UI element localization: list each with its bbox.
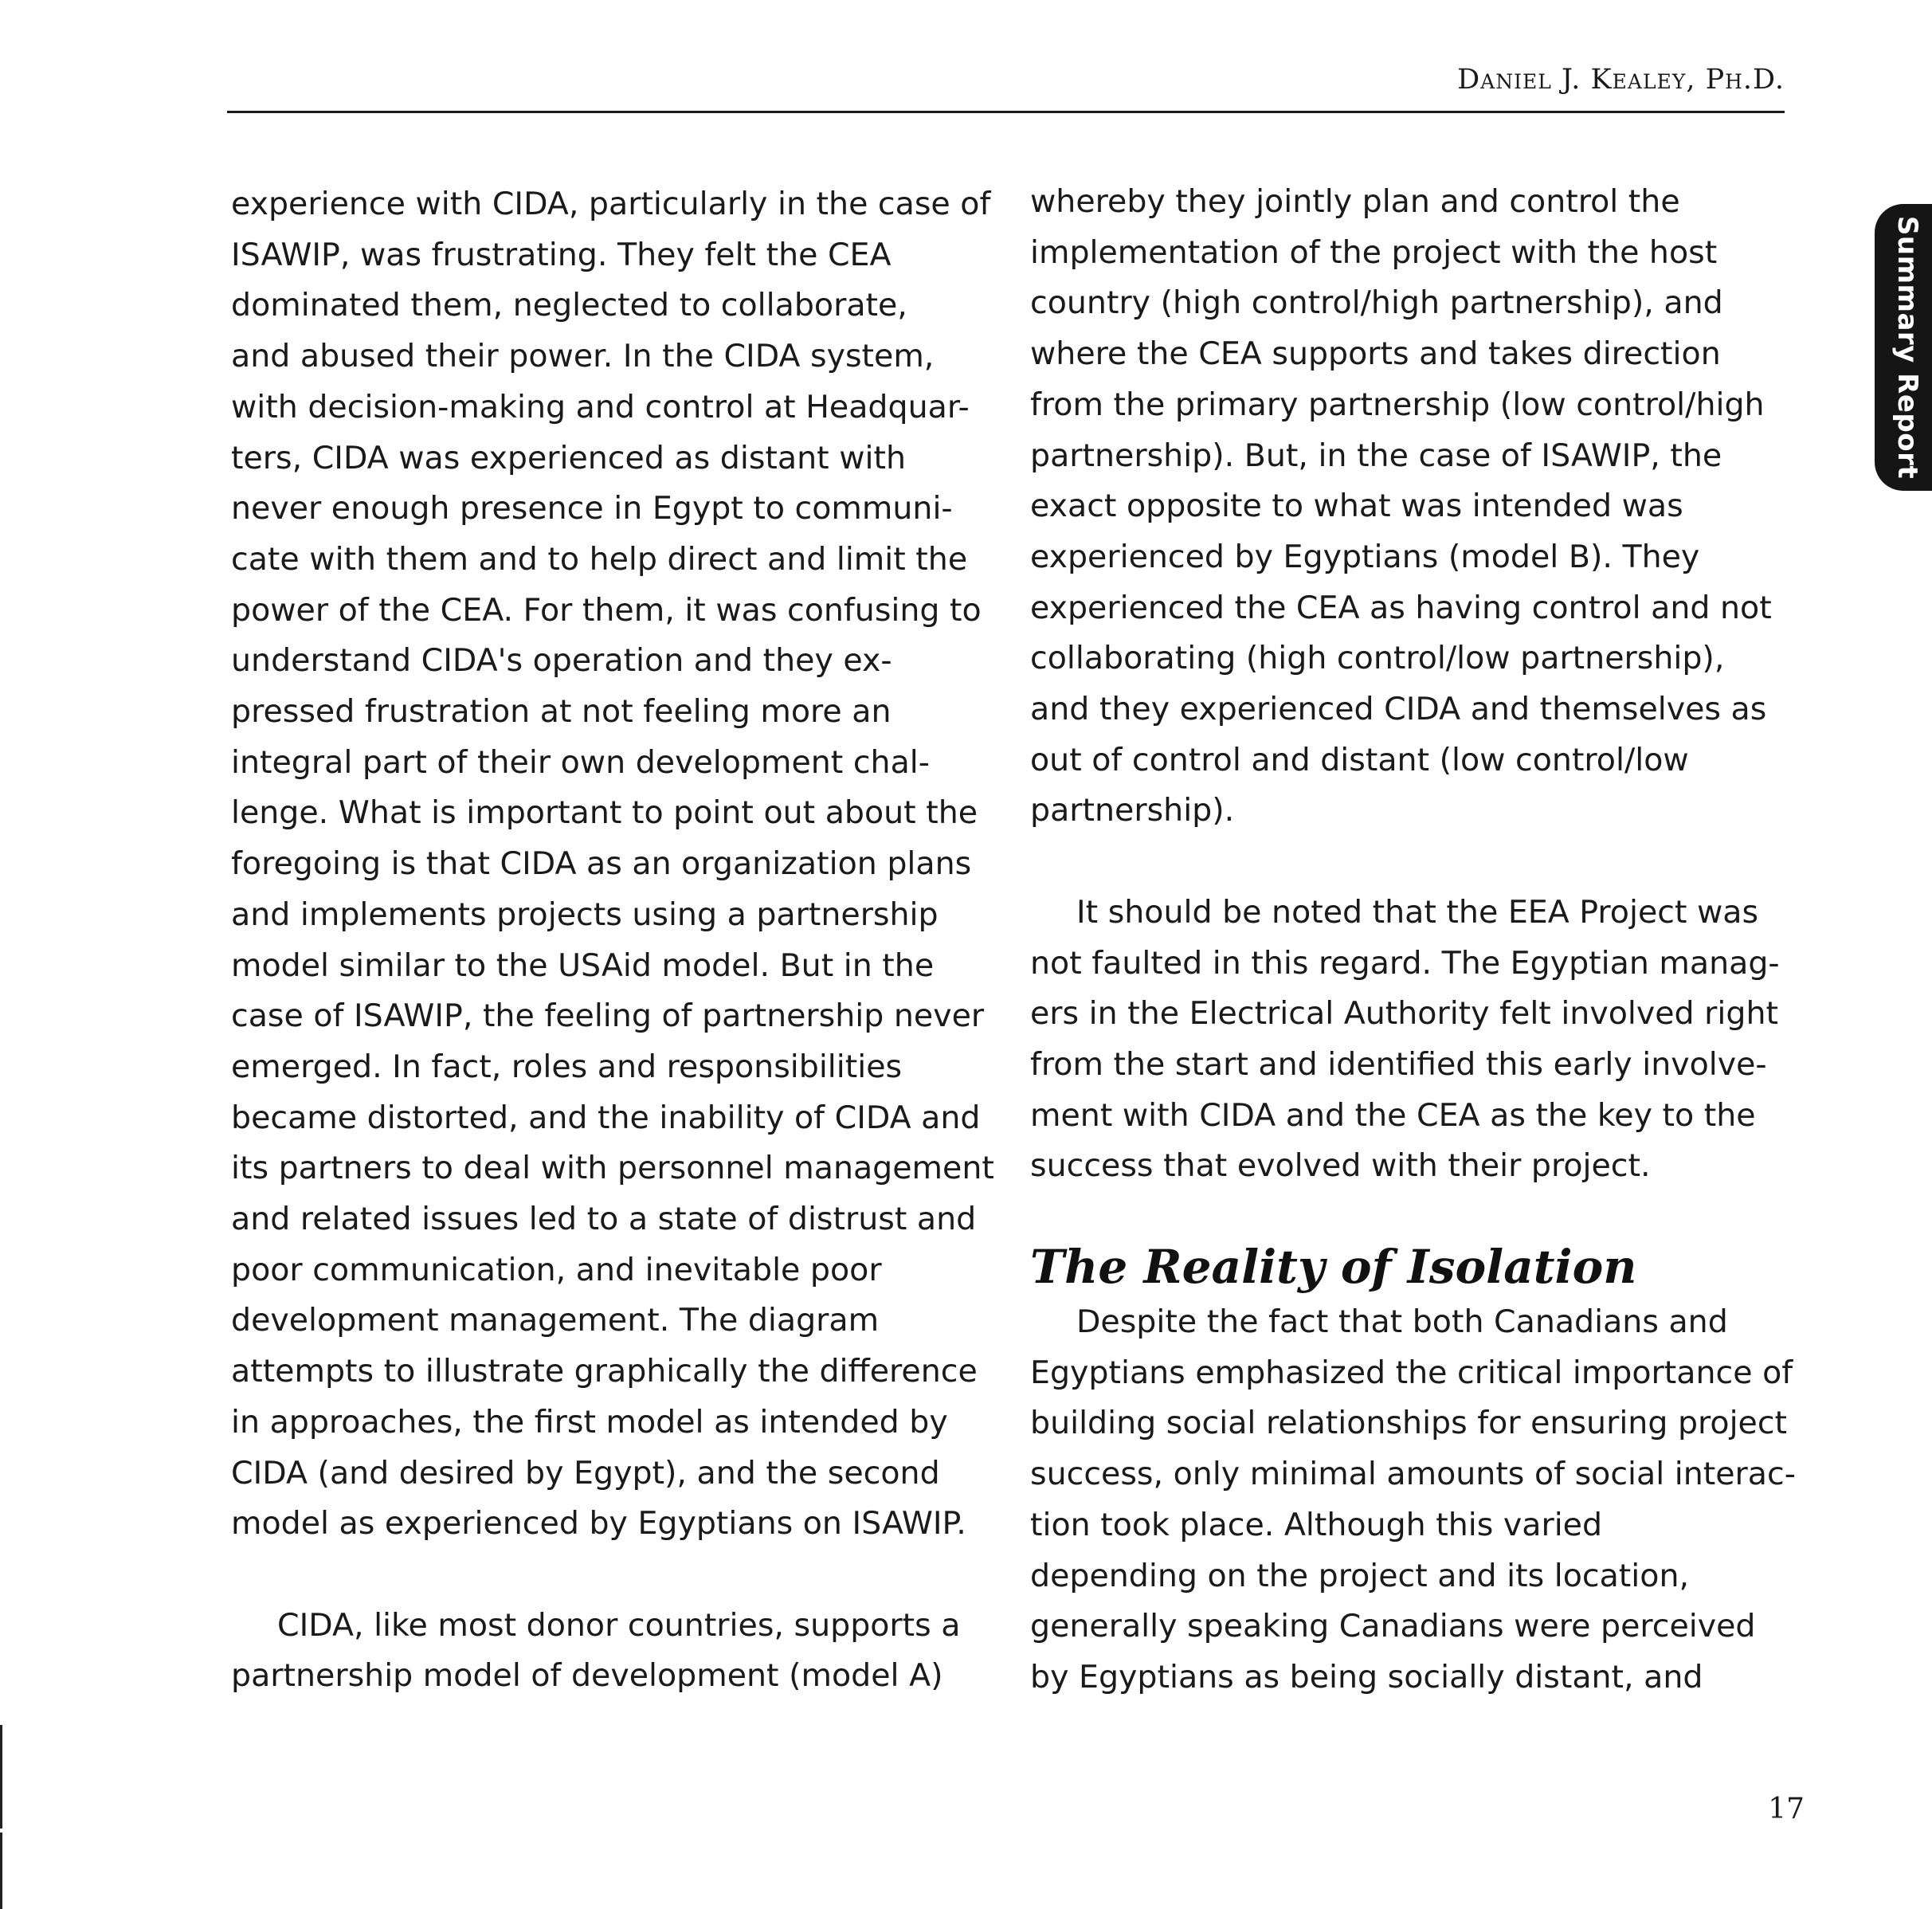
text-line: and implements projects using a partnership: [231, 896, 939, 933]
text-line: success, only minimal amounts of social interac-: [1030, 1456, 1796, 1493]
text-line: experience with CIDA, particularly in the case of: [231, 186, 991, 222]
left-paragraph-2: [231, 1601, 996, 1702]
header-rule: [227, 111, 1785, 113]
text-line: dominated them, neglected to collaborate,: [231, 287, 907, 324]
text-line: not faulted in this regard. The Egyptian manag-: [1030, 944, 1780, 982]
text-line: power of the CEA. For them, it was confusing to: [231, 591, 982, 629]
text-line: where the CEA supports and takes direction: [1030, 335, 1721, 373]
page-number: 17: [1768, 1793, 1805, 1825]
text-line: Egyptians emphasized the critical importance of: [1030, 1354, 1793, 1391]
section-heading: The Reality of Isolation: [1030, 1240, 1637, 1295]
right-paragraph-1: [1030, 177, 1807, 837]
text-line: ISAWIP, was frustrating. They felt the CEA: [231, 236, 892, 273]
text-line: exact opposite to what was intended was: [1030, 488, 1683, 525]
text-line: poor communication, and inevitable poor: [231, 1251, 882, 1288]
text-line: lenge. What is important to point out about the: [231, 794, 978, 832]
text-line: whereby they jointly plan and control the: [1030, 183, 1680, 220]
text-line: building social relationships for ensuring project: [1030, 1405, 1788, 1442]
text-line: partnership model of development (model A): [231, 1657, 943, 1695]
side-tab-label: Summary Report: [1891, 215, 1923, 480]
text-line: experienced by Egyptians (model B). They: [1030, 538, 1700, 575]
text-line: from the start and identified this early involve-: [1030, 1045, 1767, 1083]
text-line: never enough presence in Egypt to communi-: [231, 490, 953, 527]
text-line: case of ISAWIP, the feeling of partnership never: [231, 998, 985, 1035]
text-line: became distorted, and the inability of CIDA and: [231, 1099, 981, 1136]
text-line: and related issues led to a state of distrust and: [231, 1201, 977, 1238]
text-line: CIDA (and desired by Egypt), and the second: [231, 1454, 940, 1492]
right-column: [1030, 177, 1807, 1703]
text-line: and abused their power. In the CIDA system,: [231, 338, 935, 375]
scan-edge-mark: [0, 1725, 2, 1829]
left-paragraph-1: [231, 179, 996, 1550]
text-line: attempts to illustrate graphically the difference: [231, 1353, 978, 1390]
text-line: foregoing is that CIDA as an organization plans: [231, 845, 972, 883]
right-paragraph-3: [1030, 1297, 1807, 1703]
text-line: success that evolved with their project.: [1030, 1147, 1651, 1185]
text-line: model as experienced by Egyptians on ISAWIP.: [231, 1505, 966, 1542]
text-line: tion took place. Although this varied: [1030, 1506, 1603, 1543]
text-line: development management. The diagram: [231, 1302, 880, 1339]
text-line: country (high control/high partnership), and: [1030, 284, 1723, 322]
text-line: integral part of their own development chal-: [231, 743, 931, 781]
text-line: generally speaking Canadians were perceived: [1030, 1608, 1756, 1645]
running-head: Daniel J. Kealey, Ph.D.: [1457, 64, 1785, 96]
text-line: its partners to deal with personnel management: [231, 1150, 994, 1187]
text-line: CIDA, like most donor countries, supports a: [277, 1606, 961, 1644]
text-line: ment with CIDA and the CEA as the key to the: [1030, 1096, 1756, 1134]
text-line: depending on the project and its location,: [1030, 1557, 1690, 1594]
right-paragraph-2: [1030, 888, 1807, 1192]
text-line: emerged. In fact, roles and responsibilities: [231, 1048, 903, 1085]
text-line: ters, CIDA was experienced as distant with: [231, 439, 906, 476]
text-line: by Egyptians as being socially distant, and: [1030, 1658, 1703, 1695]
text-line: in approaches, the first model as intended by: [231, 1403, 948, 1441]
text-line: experienced the CEA as having control and not: [1030, 589, 1772, 626]
side-tab: [1875, 204, 1932, 491]
text-line: ers in the Electrical Authority felt involved right: [1030, 995, 1778, 1033]
text-line: and they experienced CIDA and themselves as: [1030, 691, 1767, 728]
text-line: model similar to the USAid model. But in the: [231, 947, 935, 984]
text-line: It should be noted that the EEA Project was: [1076, 893, 1759, 931]
text-line: collaborating (high control/low partnership),: [1030, 640, 1725, 677]
text-line: pressed frustration at not feeling more an: [231, 693, 892, 731]
scan-edge-mark: [0, 1833, 2, 1909]
text-line: partnership).: [1030, 792, 1235, 829]
text-line: cate with them and to help direct and limit the: [231, 540, 968, 578]
text-line: from the primary partnership (low control/high: [1030, 386, 1765, 423]
text-line: implementation of the project with the host: [1030, 233, 1718, 271]
paragraph-spacer: [231, 1550, 996, 1601]
text-line: understand CIDA's operation and they ex-: [231, 642, 892, 680]
text-line: Despite the fact that both Canadians and: [1076, 1303, 1728, 1341]
text-line: out of control and distant (low control/low: [1030, 741, 1689, 778]
text-line: partnership). But, in the case of ISAWIP, the: [1030, 437, 1722, 474]
left-column: [231, 179, 996, 1702]
paragraph-spacer: [1030, 837, 1807, 888]
text-line: with decision-making and control at Headquar-: [231, 388, 970, 425]
